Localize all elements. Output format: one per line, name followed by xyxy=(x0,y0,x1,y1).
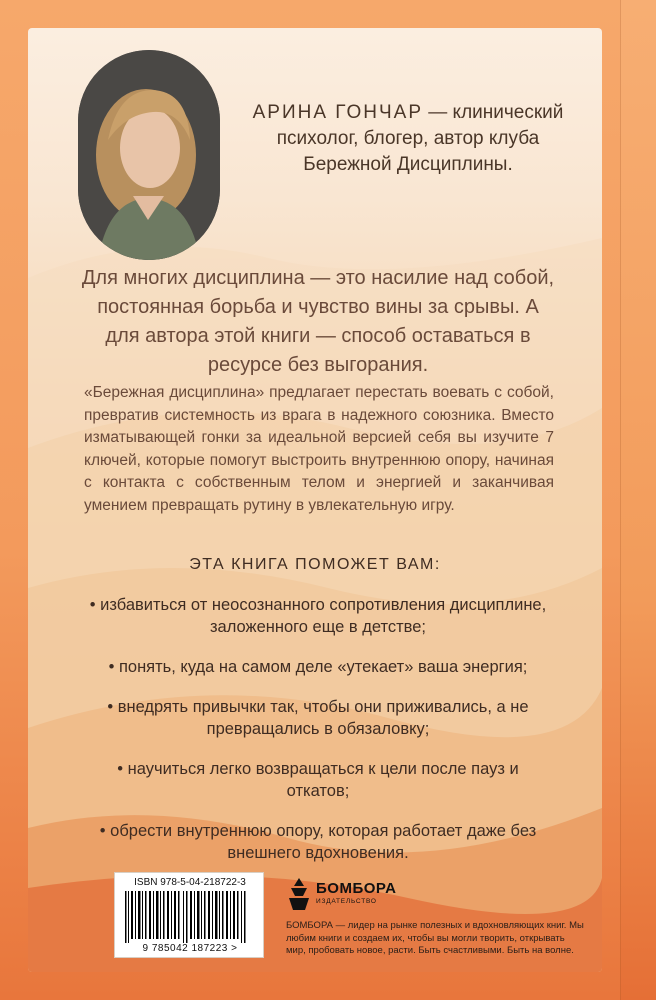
publisher-logo xyxy=(286,876,396,916)
author-bio xyxy=(228,100,588,178)
benefits-list xyxy=(88,594,548,882)
author-name: АРИНА ГОНЧАР xyxy=(252,102,423,123)
benefit-item: • обрести внутреннюю опору, которая работает даже без внешнего вдохновения. xyxy=(99,822,537,862)
barcode xyxy=(114,872,264,958)
lead-paragraph: Для многих дисциплина — это насилие над собой, постоянная борьба и чувство вины за срывы. А для автора этой книги — способ оставаться в ресурсе без выгорания. xyxy=(81,267,555,376)
barcode-bars xyxy=(123,891,257,943)
publisher-subtitle: ИЗДАТЕЛЬСТВО xyxy=(316,898,377,905)
benefit-item: • внедрять привычки так, чтобы они приживались, а не превращались в обязаловку; xyxy=(107,698,529,738)
book-description: «Бережная дисциплина» предлагает перестать воевать с собой, превратив системность из врага в надежного союзника. Вместо изматывающей гонки за идеальной версией себя вы изучите 7 ключей, которые помогут выстроить внутреннюю опору, начиная с контакта с собственным телом и энергией и заканчивая умением превращать рутину в увлекательную игру. xyxy=(84,384,554,514)
benefits-heading: ЭТА КНИГА ПОМОЖЕТ ВАМ: xyxy=(189,556,441,573)
author-bio-line-1: — клинический xyxy=(428,102,564,123)
author-bio-line-3: Бережной Дисциплины. xyxy=(303,154,513,175)
isbn-label: ISBN 978-5-04-218722-3 xyxy=(134,877,246,888)
author-bio-line-2: психолог, блогер, автор клуба xyxy=(276,128,540,149)
barcode-digits: 9 785042 187223 > xyxy=(142,943,238,954)
back-cover-panel xyxy=(28,28,602,972)
benefit-item: • избавиться от неосознанного сопротивления дисциплине, заложенного еще в детстве; xyxy=(89,596,547,636)
publisher-description: БОМБОРА — лидер на рынке полезных и вдохновляющих книг. Мы любим книги и создаем их, чтобы вы могли творить, открывать мир, пробовать новое, расти. Быть счастливыми. Быть на волне. xyxy=(286,920,584,956)
author-photo xyxy=(78,50,220,260)
benefit-item: • научиться легко возвращаться к цели после пауз и откатов; xyxy=(117,760,519,800)
publisher-name: БОМБОРА xyxy=(316,880,397,897)
spine-edge xyxy=(620,0,656,1000)
benefit-item: • понять, куда на самом деле «утекает» ваша энергия; xyxy=(108,658,528,676)
bombora-icon xyxy=(286,876,312,912)
